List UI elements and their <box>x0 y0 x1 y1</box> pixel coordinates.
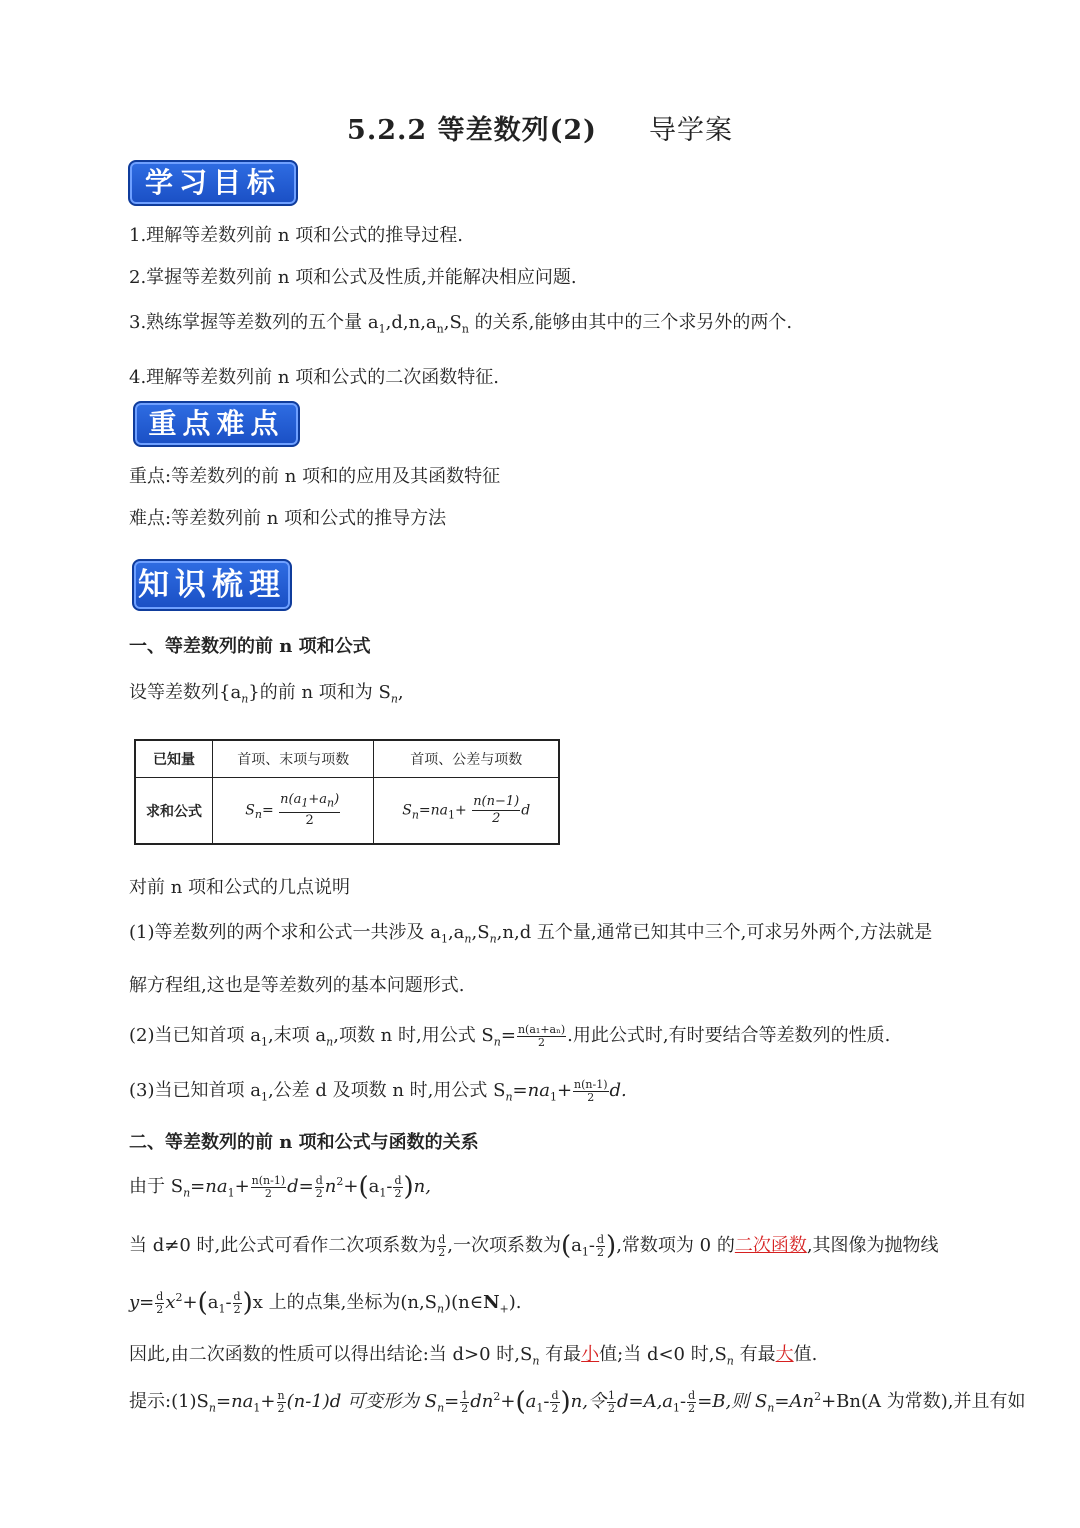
section2-line-1: 由于 $S_n=na_1+$ $\frac{n(n-1)}{2}$ d= $\frac{d}{2}$ $n^2+(a_1-$ $\frac{d}{2}$ )n, <box>129 1172 431 1202</box>
goal-1: 1.理解等差数列前 n 项和公式的推导过程. <box>129 225 463 246</box>
section2-line-3: y= $\frac{d}{2}$ $x^2+(a_1-$ $\frac{d}{2}$ )x 上的点集,坐标为$(n,S_n)(n\in N_+)$. <box>129 1288 522 1318</box>
key-points-badge: 重点难点 <box>133 401 300 447</box>
difficulty-text: 难点:等差数列前 n 项和公式的推导方法 <box>129 508 447 529</box>
section2-hint: 提示$:(1)S_n=na_1+$ $\frac{n}{2}$ (n-1)d 可变形为 $S_n=$ $\frac{1}{2}$ $dn^2+(a_1-$ $\frac{d}{2}$ )n,令 $\frac{1}{2}$ $d=A,a_1-$ $\frac{d}{2}$ =B,则 $S_n=An^2+Bn(A$ 为常数),并且有如 <box>129 1387 1026 1417</box>
formula-first-last: $S_n=$ $\frac{n(a_1+a_n)}{2}$ <box>213 778 374 845</box>
min-value-term: 小 <box>581 1344 600 1365</box>
note-1-cont: 解方程组,这也是等差数列的基本问题形式. <box>129 975 465 996</box>
title-sub: 导学案 <box>648 115 733 146</box>
note-3: (3)当已知首项 $a_1$,公差 d 及项数 n 时,用公式 $S_n=na_1+$ $\frac{n(n-1)}{2}$ d. <box>129 1077 627 1104</box>
note-1: (1)等差数列的两个求和公式一共涉及 $a_1,a_n,S_n,n,d$ 五个量,通常已知其中三个,可求另外两个,方法就是 <box>129 922 933 946</box>
formula-first-diff: $S_n=na_1+$ $\frac{n(n-1)}{2}$ d <box>374 778 559 845</box>
sum-formula-table <box>134 739 560 845</box>
goal-4: 4.理解等差数列前 n 项和公式的二次函数特征. <box>129 367 499 388</box>
section2-heading: 二、等差数列的前 n 项和公式与函数的关系 <box>129 1132 479 1153</box>
table-row-label-formula: 求和公式 <box>135 778 213 845</box>
section1-heading: 一、等差数列的前 n 项和公式 <box>129 636 371 657</box>
notes-heading: 对前 n 项和公式的几点说明 <box>129 877 351 898</box>
table-header-first-diff-count: 首项、公差与项数 <box>374 740 559 778</box>
max-value-term: 大 <box>775 1344 794 1365</box>
goal-2: 2.掌握等差数列前 n 项和公式及性质,并能解决相应问题. <box>129 267 577 288</box>
section2-line-4: 因此,由二次函数的性质可以得出结论:当 d>0 时$,S_n$ 有最小值;当 d<0 时$,S_n$ 有最大值. <box>129 1344 818 1368</box>
learning-goals-badge: 学习目标 <box>128 160 298 206</box>
section2-line-2: 当 d≠0 时,此公式可看作二次项系数为 $\frac{d}{2}$ ,一次项系数为($a_1-$ $\frac{d}{2}$ ),常数项为 0 的二次函数,其图像为抛物线 <box>129 1231 939 1261</box>
title-main: 5.2.2 等差数列(2) <box>347 115 597 146</box>
quadratic-function-term: 二次函数 <box>734 1235 807 1256</box>
page-title <box>0 108 1080 147</box>
note-2: (2)当已知首项 $a_1$,末项 $a_n$,项数 n 时,用公式 $S_n=$ $\frac{\text{n(a₁+aₙ)}}{2}$ .用此公式时,有时要结合等差数列的性质. <box>129 1022 891 1049</box>
knowledge-review-badge: 知识梳理 <box>132 559 292 611</box>
goal-3: 3.熟练掌握等差数列的五个量 $a_1,d,n,a_n,S_n$ 的关系,能够由其中的三个求另外的两个. <box>129 312 793 336</box>
focus-text: 重点:等差数列的前 n 项和的应用及其函数特征 <box>129 466 501 487</box>
table-header-first-last-count: 首项、末项与项数 <box>213 740 374 778</box>
table-header-known: 已知量 <box>135 740 213 778</box>
section1-intro: 设等差数列$\{a_n\}$的前 n 项和为 $S_n$, <box>129 682 404 706</box>
